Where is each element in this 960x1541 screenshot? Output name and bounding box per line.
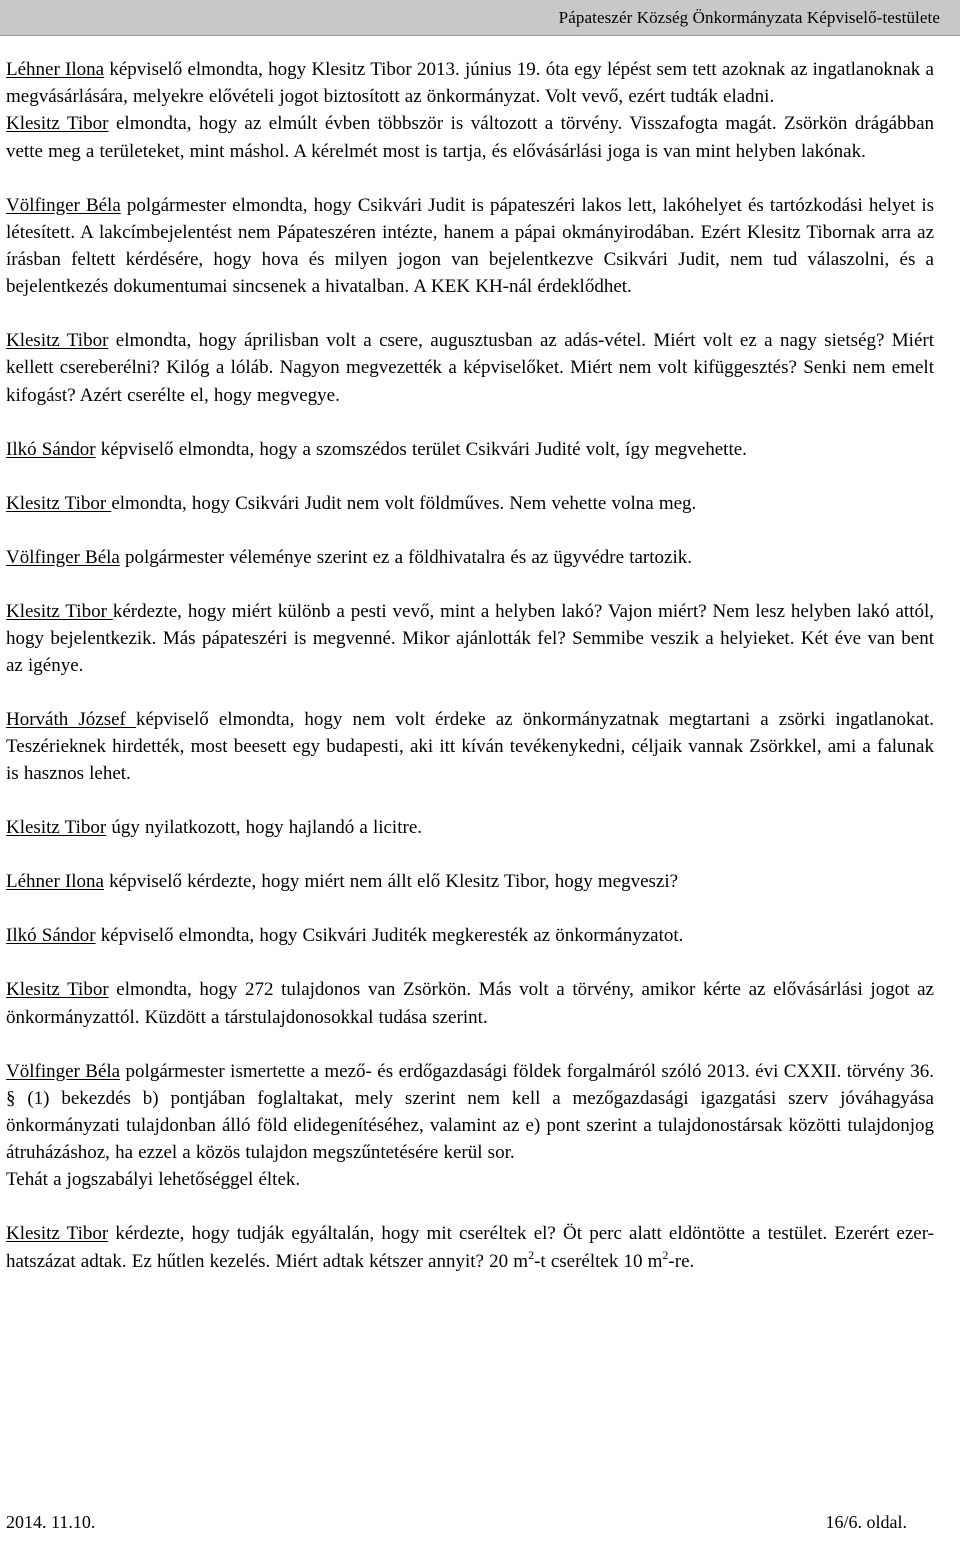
page-footer bbox=[6, 1512, 907, 1533]
paragraph-11 bbox=[6, 868, 934, 895]
paragraph-8 bbox=[6, 598, 934, 680]
document-body bbox=[6, 56, 934, 1302]
speaker-name: Völfinger Béla bbox=[6, 546, 120, 568]
paragraph-3 bbox=[6, 192, 934, 301]
paragraph-10 bbox=[6, 814, 934, 841]
speaker-name: Ilkó Sándor bbox=[6, 438, 96, 460]
superscript: 2 bbox=[662, 1247, 669, 1262]
speaker-name: Horváth József bbox=[6, 709, 136, 731]
speaker-name: Völfinger Béla bbox=[6, 1060, 121, 1082]
paragraph-7 bbox=[6, 544, 934, 571]
paragraph-text: képviselő elmondta, hogy Klesitz Tibor 2013. június 19. óta egy lépést sem tett azoknak az ingatlanoknak a megvásárlására, melyekre elővételi jogot biztosított az önkormányzat. Volt vevő, ezért tudták eladni. bbox=[6, 59, 934, 108]
paragraph-16 bbox=[6, 1220, 934, 1274]
speaker-name: Klesitz Tibor bbox=[6, 979, 109, 1001]
superscript: 2 bbox=[528, 1247, 535, 1262]
paragraph-text: elmondta, hogy 272 tulajdonos van Zsörkön. Más volt a törvény, amikor kérte az elővásárlási jogot az önkormányzattól. Küzdött a társtulajdonosokkal tudása szerint. bbox=[6, 979, 934, 1028]
speaker-name: Klesitz Tibor bbox=[6, 600, 113, 622]
speaker-name: Klesitz Tibor bbox=[6, 1223, 109, 1245]
speaker-name: Léhner Ilona bbox=[6, 871, 104, 893]
paragraph-9 bbox=[6, 706, 934, 788]
paragraph-2 bbox=[6, 110, 934, 164]
speaker-name: Klesitz Tibor bbox=[6, 817, 107, 839]
paragraph-13 bbox=[6, 976, 934, 1030]
speaker-name: Klesitz Tibor bbox=[6, 113, 109, 135]
paragraph-text: kérdezte, hogy miért különb a pesti vevő, mint a helyben lakó? Vajon miért? Nem lesz helyben lakó attól, hogy bejelentkezik. Más pápateszéri is megvenné. Mikor ajánlották fel? Semmibe veszik a helyieket. Két éve van bent az igénye. bbox=[6, 600, 935, 677]
paragraph-6 bbox=[6, 490, 934, 517]
paragraph-text: -re. bbox=[668, 1250, 695, 1272]
paragraph-text: elmondta, hogy az elmúlt évben többször is változott a törvény. Visszafogta magát. Zsörkön drágábban vette meg a területeket, mint máshol. A kérelmét most is tartja, és elővásárlási joga is van mint helyben lakónak. bbox=[6, 113, 935, 162]
speaker-name: Ilkó Sándor bbox=[6, 925, 96, 947]
paragraph-text: polgármester ismertette a mező- és erdőgazdasági földek forgalmáról szóló 2013. évi CXXII. törvény 36. § (1) bekezdés b) pontjában foglaltakat, mely szerint nem kell a mezőgazdasági igazgatási szerv jóváhagyása önkormányzati tulajdonban álló föld elidegenítéséhez, valamint az e) pont szerint a tulajdonostársak közötti tulajdonjog átruházáshoz, ha ezzel a közös tulajdon megszűntetésére kerül sor. bbox=[6, 1060, 934, 1164]
paragraph-text: képviselő elmondta, hogy a szomszédos terület Csikvári Judité volt, így megvehette. bbox=[95, 438, 747, 460]
footer-page-number: 16/6. oldal. bbox=[825, 1512, 907, 1532]
paragraph-14 bbox=[6, 1058, 934, 1167]
paragraph-text: polgármester elmondta, hogy Csikvári Judit is pápateszéri lakos lett, lakóhelyet és tartózkodási helyet is létesített. A lakcímbejelentést nem Pápateszéren intézte, hanem a pápai okmányirodában. Ezért Klesitz Tibornak arra az írásban feltett kérdésére, hogy hova és milyen jogon van bejelentkezve Csikvári Judit, nem tud válaszolni, és a bejelentkezés dokumentumai sincsenek a hivatalban. A KEK KH-nál érdeklődhet. bbox=[6, 194, 934, 298]
speaker-name: Völfinger Béla bbox=[6, 194, 121, 216]
paragraph-15 bbox=[6, 1166, 934, 1193]
paragraph-text: képviselő elmondta, hogy Csikvári Juditék megkeresték az önkormányzatot. bbox=[95, 925, 684, 947]
paragraph-text: elmondta, hogy Csikvári Judit nem volt földműves. Nem vehette volna meg. bbox=[111, 492, 697, 514]
speaker-name: Klesitz Tibor bbox=[6, 492, 112, 514]
paragraph-text: elmondta, hogy áprilisban volt a csere, augusztusban az adás-vétel. Miért volt ez a nagy sietség? Miért kellett csereberélni? Kilóg a lóláb. Nagyon megvezették a képviselőket. Miért nem volt kifüggesztés? Senki nem emelt kifogást? Azért cserélte el, hogy megvegye. bbox=[6, 330, 935, 406]
paragraph-text: úgy nyilatkozott, hogy hajlandó a licitre. bbox=[106, 817, 422, 839]
speaker-name: Léhner Ilona bbox=[6, 59, 105, 80]
paragraph-text: képviselő elmondta, hogy nem volt érdeke az önkormányzatnak megtartani a zsörki ingatlanokat. Teszérieknek hirdették, most beesett egy budapesti, aki itt kíván tevékenykedni, céljaik vannak Zsörkkel, ami a falunak is hasznos lehet. bbox=[6, 709, 934, 785]
paragraph-text: kérdezte, hogy tudják egyáltalán, hogy mit cseréltek el? Öt perc alatt eldöntötte a testület. Ezerért ezer-hatszázat adtak. Ez hűtlen kezelés. Miért adtak kétszer annyit? 20 m bbox=[6, 1223, 935, 1272]
page-header bbox=[0, 0, 960, 36]
paragraph-12 bbox=[6, 922, 934, 949]
paragraph-4 bbox=[6, 327, 934, 409]
paragraph-text: képviselő kérdezte, hogy miért nem állt elő Klesitz Tibor, hogy megveszi? bbox=[104, 871, 679, 893]
paragraph-text: polgármester véleménye szerint ez a földhivatalra és az ügyvédre tartozik. bbox=[119, 546, 692, 568]
paragraph-1 bbox=[6, 56, 934, 110]
paragraph-text: -t cseréltek 10 m bbox=[534, 1250, 663, 1272]
paragraph-text: Tehát a jogszabályi lehetőséggel éltek. bbox=[6, 1169, 301, 1191]
header-title: Pápateszér Község Önkormányzata Képviselő-testülete bbox=[558, 7, 940, 27]
paragraph-5 bbox=[6, 436, 934, 463]
speaker-name: Klesitz Tibor bbox=[6, 330, 109, 352]
footer-date: 2014. 11.10. bbox=[6, 1512, 96, 1532]
